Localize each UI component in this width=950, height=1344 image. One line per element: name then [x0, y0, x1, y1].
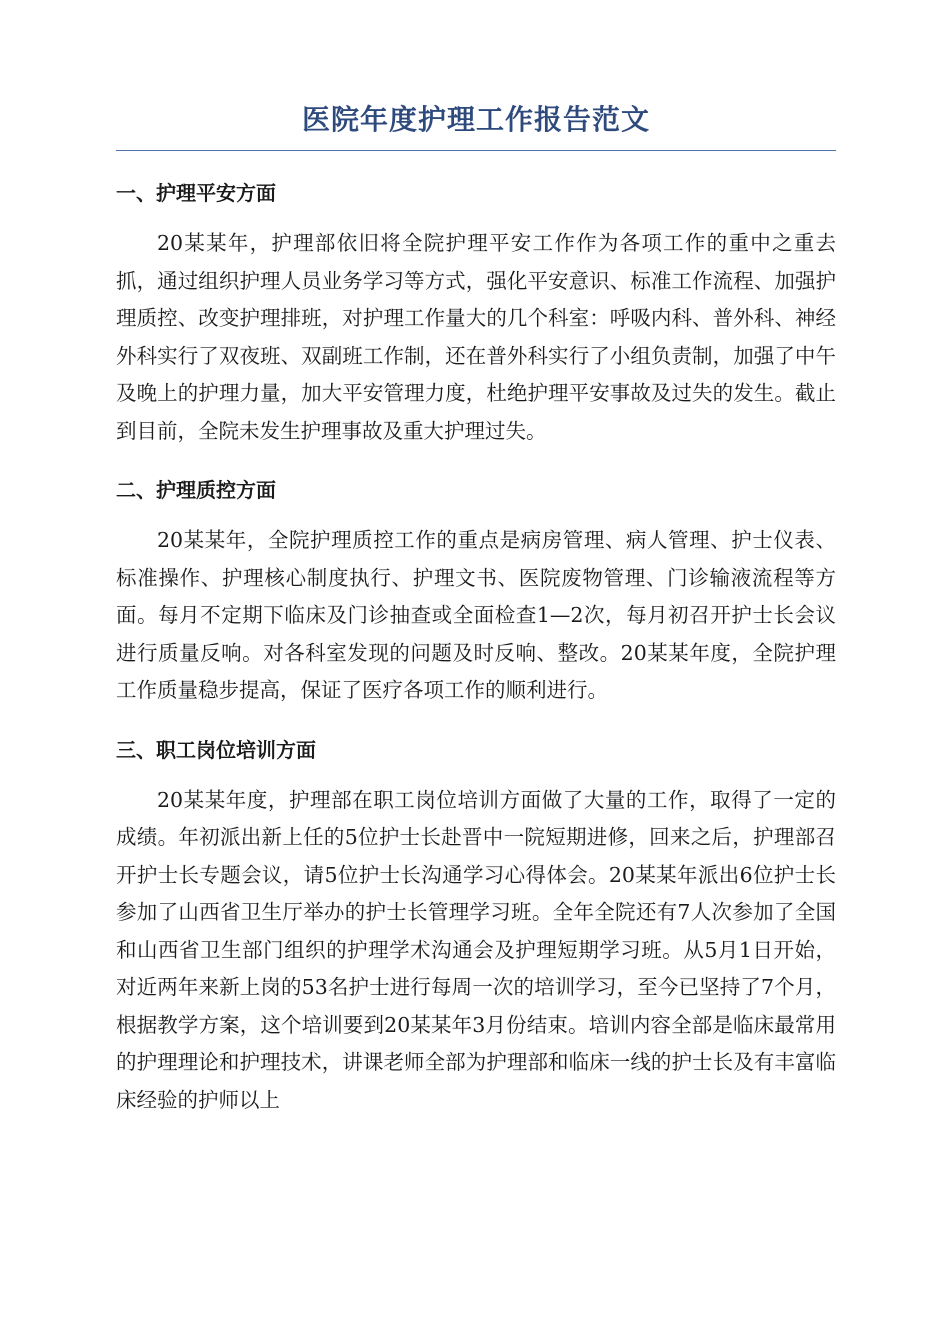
section-heading: 一、护理平安方面 [116, 181, 276, 205]
section-heading: 二、护理质控方面 [116, 478, 276, 502]
section-safety [116, 179, 836, 450]
section-paragraph: 20某某年，护理部依旧将全院护理平安工作作为各项工作的重中之重去抓，通过组织护理人员业务学习等方式，强化平安意识、标准工作流程、加强护理质控、改变护理排班，对护理工作量大的几个科室：呼吸内科、普外科、神经外科实行了双夜班、双副班工作制，还在普外科实行了小组负责制，加强了中午及晚上的护理力量，加大平安管理力度，杜绝护理平安事故及过失的发生。截止到目前，全院未发生护理事故及重大护理过失。 [116, 231, 836, 443]
section-paragraph: 20某某年，全院护理质控工作的重点是病房管理、病人管理、护士仪表、标准操作、护理核心制度执行、护理文书、医院废物管理、门诊输液流程等方面。每月不定期下临床及门诊抽查或全面检查1—2次，每月初召开护士长会议进行质量反响。对各科室发现的问题及时反响、整改。20某某年度，全院护理工作质量稳步提高，保证了医疗各项工作的顺利进行。 [116, 528, 836, 702]
section-quality-control [116, 476, 836, 710]
section-staff-training [116, 736, 836, 1120]
document-page [116, 100, 836, 1119]
section-heading: 三、职工岗位培训方面 [116, 737, 316, 762]
document-title: 医院年度护理工作报告范文 [116, 100, 836, 151]
section-paragraph: 20某某年度，护理部在职工岗位培训方面做了大量的工作，取得了一定的成绩。年初派出新上任的5位护士长赴晋中一院短期进修，回来之后，护理部召开护士长专题会议，请5位护士长沟通学习心得体会。20某某年派出6位护士长参加了山西省卫生厅举办的护士长管理学习班。全年全院还有7人次参加了全国和山西省卫生部门组织的护理学术沟通会及护理短期学习班。从5月1日开始，对近两年来新上岗的53名护士进行每周一次的培训学习，至今已坚持了7个月，根据教学方案，这个培训要到20某某年3月份结束。培训内容全部是临床最常用的护理理论和护理技术，讲课老师全部为护理部和临床一线的护士长及有丰富临床经验的护师以上 [116, 787, 836, 1112]
